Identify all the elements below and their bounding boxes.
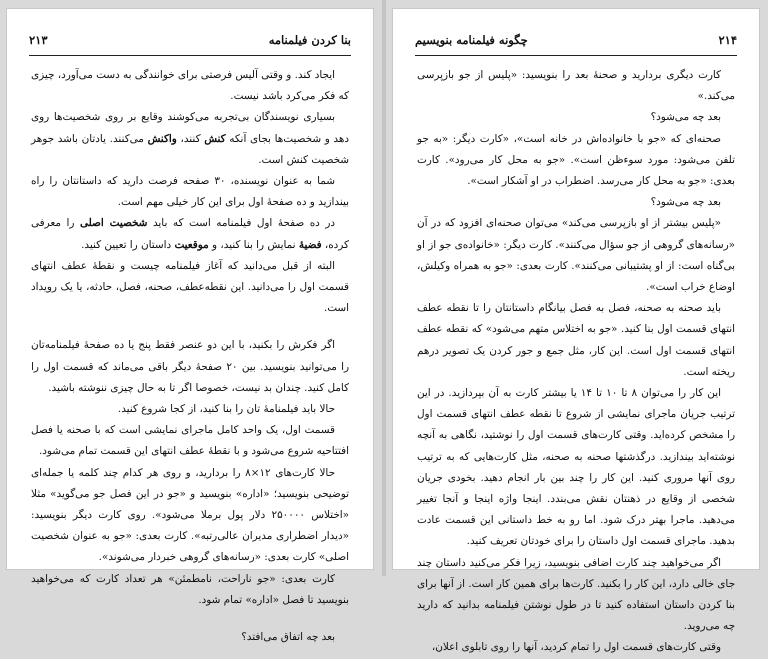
paragraph xyxy=(417,192,735,213)
paragraph xyxy=(417,553,735,638)
paragraph xyxy=(417,107,735,128)
left-page xyxy=(6,8,374,644)
paragraph xyxy=(31,107,349,171)
paragraph-text: ایجاد کند. و وقتی آلیس فرصتی برای خوانندگی به دست می‌آورد، چیزی که فکر می‌کرد باشد نیست. xyxy=(31,69,349,103)
paragraph-text: کنند، xyxy=(176,132,205,145)
paragraph xyxy=(31,65,349,107)
paragraph-text: باید صحنه به صحنه، فصل به فصل بیانگام داستانتان را تا نقطه عطف انتهای قسمت اول بنا کنید. «جو به اختلاس متهم می‌شود» که نقطه عطف انتهای قسمت اول است. این کار، مثل جمع و جور کردن یک تصویر درهم ریخته است. xyxy=(417,302,735,378)
paragraph-text: بعد چه اتفاق می‌افتد؟ xyxy=(241,631,335,644)
paragraph-text: وقتی کارت‌های قسمت اول را تمام کردید، آنها را روی تابلوی اعلان، xyxy=(431,641,721,654)
right-page-body xyxy=(417,65,735,654)
paragraph xyxy=(31,256,349,320)
paragraph-text: کارت بعدی: «جو ناراحت، نامطمئن» هر تعداد کارت که می‌خواهید بنویسید تا فصل «اداره» تمام شود. xyxy=(31,572,349,606)
paragraph-text: اگر می‌خواهید چند کارت اضافی بنویسید، زیرا فکر می‌کنید داستان چند جای خالی دارد، این کار را بکنید. کارت‌ها برای همین کار است. از آنها برای بنا کردن داستان استفاده کنید تا در طول نوشتن فیلمنامه بدانید که دارید چه می‌روید. xyxy=(417,556,735,633)
paragraph xyxy=(31,399,349,420)
paragraph-text: البته از قبل می‌دانید که آغاز فیلمنامه چیست و نقطهٔ عطف انتهای قسمت اول را می‌دانید. این نقطه‌عطف، صحنه، فصل، حادثه، یا یک رویداد است. xyxy=(31,259,349,315)
right-page-header xyxy=(415,31,737,53)
paragraph xyxy=(31,463,349,569)
paragraph-text: در ده صفحهٔ اول فیلمنامه است که باید xyxy=(147,217,335,230)
bold-term: واکنش xyxy=(147,132,177,145)
left-page-body xyxy=(31,65,349,644)
paragraph-text: بعد چه می‌شود؟ xyxy=(650,196,721,209)
paragraph xyxy=(417,298,735,383)
paragraph-text: حالا باید فیلمنامهٔ تان را بنا کنید، از کجا شروع کنید. xyxy=(117,403,335,416)
paragraph-text: داستان را تعیین کنید. xyxy=(81,238,175,251)
right-page xyxy=(392,8,760,654)
paragraph xyxy=(417,637,735,658)
paragraph xyxy=(31,627,349,648)
bold-term: موقعیت xyxy=(174,238,209,251)
paragraph xyxy=(31,420,349,462)
paragraph xyxy=(31,171,349,213)
paragraph-text: شما به عنوان نویسنده، ۳۰ صفحه فرصت دارید که داستانتان را راه بیندازید و ده صفحهٔ اول برای این کار خیلی مهم است. xyxy=(31,175,349,209)
paragraph xyxy=(31,569,349,611)
right-running-title: چگونه فیلمنامه بنویسیم xyxy=(415,33,528,47)
bold-term: فضیهٔ xyxy=(298,238,322,251)
bold-term: کنش xyxy=(204,132,226,145)
paragraph xyxy=(417,383,735,553)
paragraph-text: قسمت اول، یک واحد کامل ماجرای نمایشی است که با صحنه یا فصل افتتاحیه شروع می‌شود و با نقطهٔ عطف انتهای این قسمت تمام می‌شود. xyxy=(31,424,349,458)
paragraph-text: کارت دیگری بردارید و صحنهٔ بعد را بنویسید: «پلیس از جو بازپرسی می‌کند.» xyxy=(417,69,735,103)
right-header-rule xyxy=(415,55,737,56)
left-page-header xyxy=(29,31,351,53)
paragraph-text: صحنه‌ای که «جو با خانواده‌اش در خانه است»، «کارت دیگر: «به جو تلفن می‌شود: مورد سوءظن است». «جو به محل کار می‌رود». کارت بعدی: «جو به محل کار می‌رسد. اضطراب در او آشکار است». xyxy=(417,132,735,188)
book-gutter xyxy=(382,0,386,576)
paragraph-text: نمایش را بنا کنید، و xyxy=(208,238,299,251)
paragraph-text: «پلیس بیشتر از او بازپرسی می‌کند» می‌توان صحنه‌ای افزود که در آن «رسانه‌های گروهی از جو سؤال می‌کنند». کارت دیگر: «خانواده‌ی جو از او بی‌گناه است: از او پشتیبانی می‌کنند». کارت بعدی: «جو به همراه وکیلش، اوضاع خراب است». xyxy=(417,217,735,294)
paragraph-text: این کار را می‌توان ۸ تا ۱۰ تا ۱۴ یا بیشتر کارت به آن بپردازید. در این ترتیب جریان ماجرای نمایشی از شروع تا نقطه عطف انتهای قسمت اول را مشخص کرده‌اید. وقتی کارت‌های قسمت اول را نوشتید، نگاهی به آنچه نوشته‌اید بیندازید. درگذشتها صحنه به صحنه، مثل کارت‌هایی که به ترتیب روی آنها مروری کنید. این کار را چند بین بار انجام دهید. بخودی جریان شخصی از وقایع در ذهنتان نقش می‌بندد. اینجا واژه اینجا و آنجا تغییر می‌دهید. ماجرا بهتر درک شود. اما رو به خط داستانی این قسمت عادت بدهید. ماجرای قسمت اول داستان را برای خودتان تعریف کنید. xyxy=(417,387,735,548)
paragraph-text: اگر فکرش را بکنید، با این دو عنصر فقط پنج یا ده صفحهٔ فیلمنامه‌تان را می‌توانید بنویسید. بین ۲۰ صفحهٔ دیگر باقی می‌ماند که قسمت اول را کامل کنید. چندان بد نیست، خصوصا اگر تا به حال چیزی ننوشته باشید. xyxy=(31,339,349,394)
paragraph-text: را معرفی کرده، xyxy=(31,217,349,251)
paragraph-text: بسیاری نویسندگان بی‌تجربه می‌کوشند وقایع بر روی شخصیت‌ها روی دهد و شخصیت‌ها بجای آنکه xyxy=(31,111,349,145)
left-header-rule xyxy=(29,55,351,56)
paragraph-text: می‌کنند. یادتان باشد جوهر شخصیت کنش است. xyxy=(31,132,349,166)
left-running-title: بنا کردن فیلمنامه xyxy=(268,33,351,47)
paragraph xyxy=(417,129,735,193)
paragraph-text: بعد چه می‌شود؟ xyxy=(650,111,721,124)
paragraph xyxy=(31,335,349,399)
paragraph xyxy=(31,213,349,255)
paragraph xyxy=(417,213,735,298)
bold-term: شخصیت اصلی xyxy=(79,217,148,230)
paragraph-text: حالا کارت‌های ۱۲×۸ را بردارید، و روی هر کدام چند کلمه یا جمله‌ای توضیحی بنویسید؛ «اداره» بنویسید و «جو در این فصل جو می‌گوید» مثلا «اختلاس ۲۵۰۰۰۰ دلار پول برملا می‌شود». روی کارت دیگر بنویسید: «دیدار اضطراری مدیران عالی‌رتبه». کارت بعدی: «جو به عنوان شخصیت اصلی» کارت بعدی: «رسانه‌های گروهی خبردار می‌شوند». xyxy=(31,466,349,564)
left-page-number: ۲۱۳ xyxy=(29,33,48,47)
right-page-number: ۲۱۴ xyxy=(718,33,737,47)
paragraph xyxy=(417,65,735,107)
